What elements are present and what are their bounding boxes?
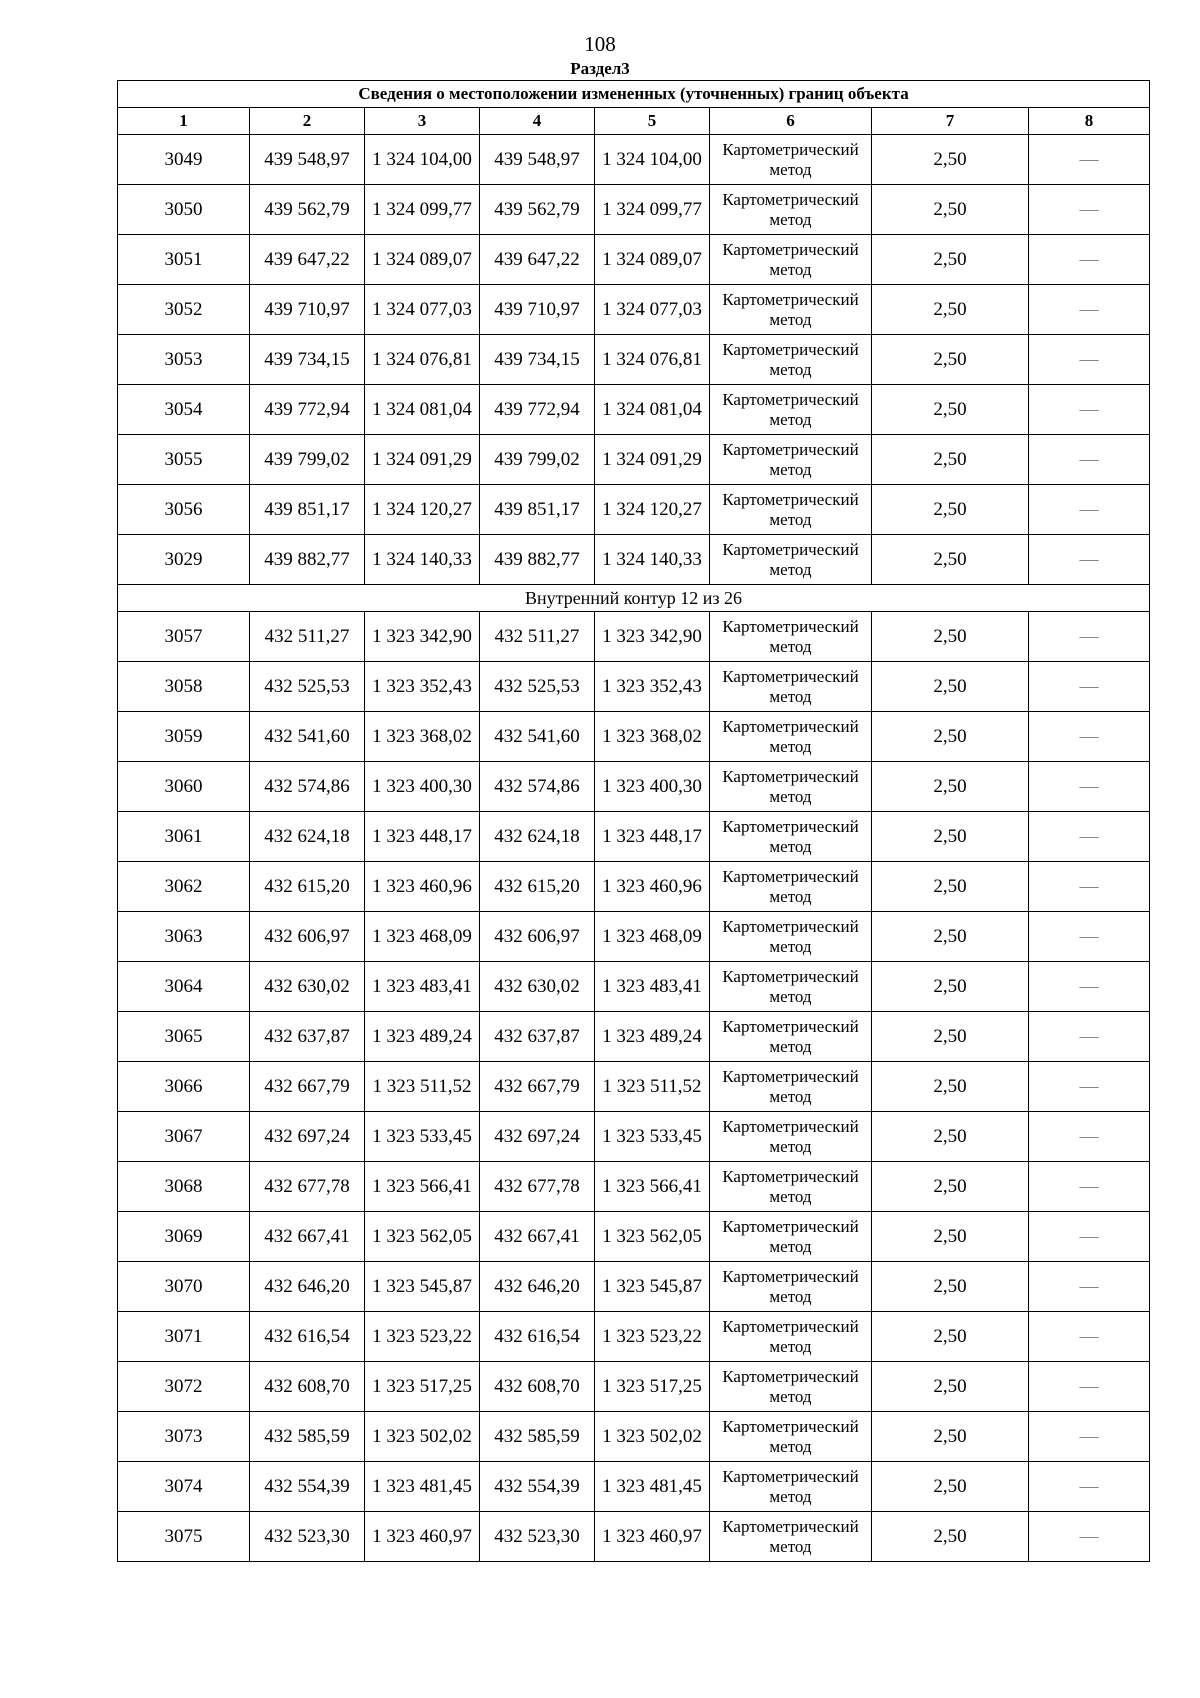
x-new-cell: 432 646,20 <box>480 1262 595 1312</box>
x-old-cell: 432 624,18 <box>250 812 365 862</box>
y-old-cell: 1 324 140,33 <box>365 535 480 585</box>
x-new-cell: 432 637,87 <box>480 1012 595 1062</box>
x-new-cell: 432 608,70 <box>480 1362 595 1412</box>
x-new-cell: 432 616,54 <box>480 1312 595 1362</box>
table-row <box>118 185 1150 235</box>
table-row <box>118 1512 1150 1562</box>
x-old-cell: 432 606,97 <box>250 912 365 962</box>
y-old-cell: 1 323 502,02 <box>365 1412 480 1462</box>
accuracy-cell: 2,50 <box>872 862 1029 912</box>
y-new-cell: 1 324 089,07 <box>595 235 710 285</box>
x-old-cell: 432 616,54 <box>250 1312 365 1362</box>
y-old-cell: 1 323 545,87 <box>365 1262 480 1312</box>
point-number-cell: 3050 <box>118 185 250 235</box>
point-number-cell: 3056 <box>118 485 250 535</box>
description-cell: — <box>1029 185 1150 235</box>
x-new-cell: 432 511,27 <box>480 612 595 662</box>
x-new-cell: 439 882,77 <box>480 535 595 585</box>
y-new-cell: 1 323 566,41 <box>595 1162 710 1212</box>
table-row <box>118 762 1150 812</box>
point-number-cell: 3075 <box>118 1512 250 1562</box>
description-cell: — <box>1029 1512 1150 1562</box>
x-old-cell: 432 697,24 <box>250 1112 365 1162</box>
accuracy-cell: 2,50 <box>872 185 1029 235</box>
method-cell: Картометрический метод <box>710 285 872 335</box>
method-cell: Картометрический метод <box>710 1262 872 1312</box>
contour-label: Внутренний контур 12 из 26 <box>118 585 1150 612</box>
accuracy-cell: 2,50 <box>872 435 1029 485</box>
y-new-cell: 1 324 120,27 <box>595 485 710 535</box>
table-row <box>118 912 1150 962</box>
section-title: Раздел3 <box>570 59 630 78</box>
method-cell: Картометрический метод <box>710 762 872 812</box>
y-new-cell: 1 323 489,24 <box>595 1012 710 1062</box>
description-cell: — <box>1029 335 1150 385</box>
point-number-cell: 3067 <box>118 1112 250 1162</box>
accuracy-cell: 2,50 <box>872 912 1029 962</box>
x-old-cell: 432 541,60 <box>250 712 365 762</box>
description-cell: — <box>1029 862 1150 912</box>
method-cell: Картометрический метод <box>710 1462 872 1512</box>
method-cell: Картометрический метод <box>710 435 872 485</box>
y-new-cell: 1 324 076,81 <box>595 335 710 385</box>
table-row <box>118 1212 1150 1262</box>
column-header: 3 <box>365 108 480 135</box>
method-cell: Картометрический метод <box>710 135 872 185</box>
method-cell: Картометрический метод <box>710 185 872 235</box>
y-old-cell: 1 323 517,25 <box>365 1362 480 1412</box>
x-old-cell: 432 585,59 <box>250 1412 365 1462</box>
point-number-cell: 3072 <box>118 1362 250 1412</box>
method-cell: Картометрический метод <box>710 1062 872 1112</box>
accuracy-cell: 2,50 <box>872 812 1029 862</box>
table-row <box>118 1262 1150 1312</box>
method-cell: Картометрический метод <box>710 862 872 912</box>
x-new-cell: 432 677,78 <box>480 1162 595 1212</box>
table-row <box>118 135 1150 185</box>
accuracy-cell: 2,50 <box>872 1462 1029 1512</box>
x-new-cell: 432 585,59 <box>480 1412 595 1462</box>
point-number-cell: 3066 <box>118 1062 250 1112</box>
y-old-cell: 1 323 460,96 <box>365 862 480 912</box>
column-header: 7 <box>872 108 1029 135</box>
accuracy-cell: 2,50 <box>872 1062 1029 1112</box>
x-old-cell: 432 667,41 <box>250 1212 365 1262</box>
method-cell: Картометрический метод <box>710 1162 872 1212</box>
y-old-cell: 1 323 533,45 <box>365 1112 480 1162</box>
point-number-cell: 3055 <box>118 435 250 485</box>
x-old-cell: 432 615,20 <box>250 862 365 912</box>
y-new-cell: 1 324 104,00 <box>595 135 710 185</box>
accuracy-cell: 2,50 <box>872 1012 1029 1062</box>
method-cell: Картометрический метод <box>710 912 872 962</box>
y-new-cell: 1 323 448,17 <box>595 812 710 862</box>
method-cell: Картометрический метод <box>710 1012 872 1062</box>
description-cell: — <box>1029 285 1150 335</box>
method-cell: Картометрический метод <box>710 535 872 585</box>
x-old-cell: 432 608,70 <box>250 1362 365 1412</box>
y-new-cell: 1 323 460,96 <box>595 862 710 912</box>
x-new-cell: 439 772,94 <box>480 385 595 435</box>
y-old-cell: 1 323 460,97 <box>365 1512 480 1562</box>
y-old-cell: 1 323 566,41 <box>365 1162 480 1212</box>
table-row <box>118 285 1150 335</box>
accuracy-cell: 2,50 <box>872 335 1029 385</box>
y-new-cell: 1 323 481,45 <box>595 1462 710 1512</box>
method-cell: Картометрический метод <box>710 235 872 285</box>
y-new-cell: 1 323 502,02 <box>595 1412 710 1462</box>
description-cell: — <box>1029 1362 1150 1412</box>
accuracy-cell: 2,50 <box>872 1512 1029 1562</box>
table-row <box>118 1062 1150 1112</box>
y-old-cell: 1 323 511,52 <box>365 1062 480 1112</box>
accuracy-cell: 2,50 <box>872 1212 1029 1262</box>
x-new-cell: 432 541,60 <box>480 712 595 762</box>
method-cell: Картометрический метод <box>710 962 872 1012</box>
table-row <box>118 435 1150 485</box>
y-old-cell: 1 323 342,90 <box>365 612 480 662</box>
accuracy-cell: 2,50 <box>872 1112 1029 1162</box>
accuracy-cell: 2,50 <box>872 1162 1029 1212</box>
method-cell: Картометрический метод <box>710 1312 872 1362</box>
y-old-cell: 1 323 368,02 <box>365 712 480 762</box>
accuracy-cell: 2,50 <box>872 662 1029 712</box>
description-cell: — <box>1029 1462 1150 1512</box>
table-row <box>118 485 1150 535</box>
point-number-cell: 3061 <box>118 812 250 862</box>
method-cell: Картометрический метод <box>710 1412 872 1462</box>
column-header: 5 <box>595 108 710 135</box>
point-number-cell: 3058 <box>118 662 250 712</box>
x-old-cell: 432 523,30 <box>250 1512 365 1562</box>
column-header: 8 <box>1029 108 1150 135</box>
accuracy-cell: 2,50 <box>872 612 1029 662</box>
accuracy-cell: 2,50 <box>872 385 1029 435</box>
description-cell: — <box>1029 1062 1150 1112</box>
table-row <box>118 385 1150 435</box>
point-number-cell: 3053 <box>118 335 250 385</box>
table-row <box>118 962 1150 1012</box>
method-cell: Картометрический метод <box>710 612 872 662</box>
y-new-cell: 1 323 460,97 <box>595 1512 710 1562</box>
y-old-cell: 1 324 091,29 <box>365 435 480 485</box>
x-new-cell: 439 562,79 <box>480 185 595 235</box>
method-cell: Картометрический метод <box>710 1362 872 1412</box>
table-row <box>118 1112 1150 1162</box>
x-old-cell: 432 554,39 <box>250 1462 365 1512</box>
accuracy-cell: 2,50 <box>872 535 1029 585</box>
x-new-cell: 432 574,86 <box>480 762 595 812</box>
x-old-cell: 439 799,02 <box>250 435 365 485</box>
description-cell: — <box>1029 662 1150 712</box>
point-number-cell: 3054 <box>118 385 250 435</box>
y-old-cell: 1 324 081,04 <box>365 385 480 435</box>
y-old-cell: 1 324 120,27 <box>365 485 480 535</box>
method-cell: Картометрический метод <box>710 812 872 862</box>
y-new-cell: 1 323 545,87 <box>595 1262 710 1312</box>
x-old-cell: 439 734,15 <box>250 335 365 385</box>
y-old-cell: 1 323 523,22 <box>365 1312 480 1362</box>
column-header: 4 <box>480 108 595 135</box>
y-new-cell: 1 323 533,45 <box>595 1112 710 1162</box>
table-row <box>118 812 1150 862</box>
x-old-cell: 432 646,20 <box>250 1262 365 1312</box>
contour-section <box>118 585 1150 612</box>
x-new-cell: 432 667,79 <box>480 1062 595 1112</box>
y-new-cell: 1 323 483,41 <box>595 962 710 1012</box>
table-body-part1 <box>118 135 1150 585</box>
point-number-cell: 3029 <box>118 535 250 585</box>
table-row <box>118 1312 1150 1362</box>
table-row <box>118 235 1150 285</box>
column-header: 6 <box>710 108 872 135</box>
point-number-cell: 3051 <box>118 235 250 285</box>
y-old-cell: 1 324 076,81 <box>365 335 480 385</box>
accuracy-cell: 2,50 <box>872 712 1029 762</box>
y-new-cell: 1 323 523,22 <box>595 1312 710 1362</box>
description-cell: — <box>1029 612 1150 662</box>
description-cell: — <box>1029 962 1150 1012</box>
y-new-cell: 1 323 468,09 <box>595 912 710 962</box>
table-row <box>118 862 1150 912</box>
y-new-cell: 1 323 368,02 <box>595 712 710 762</box>
y-new-cell: 1 324 140,33 <box>595 535 710 585</box>
description-cell: — <box>1029 1412 1150 1462</box>
description-cell: — <box>1029 235 1150 285</box>
description-cell: — <box>1029 762 1150 812</box>
y-new-cell: 1 323 342,90 <box>595 612 710 662</box>
x-old-cell: 439 548,97 <box>250 135 365 185</box>
method-cell: Картометрический метод <box>710 385 872 435</box>
y-new-cell: 1 323 352,43 <box>595 662 710 712</box>
point-number-cell: 3049 <box>118 135 250 185</box>
method-cell: Картометрический метод <box>710 1112 872 1162</box>
x-new-cell: 432 667,41 <box>480 1212 595 1262</box>
y-new-cell: 1 324 077,03 <box>595 285 710 335</box>
table-row <box>118 1462 1150 1512</box>
point-number-cell: 3068 <box>118 1162 250 1212</box>
table-row <box>118 1362 1150 1412</box>
x-new-cell: 439 799,02 <box>480 435 595 485</box>
x-new-cell: 432 697,24 <box>480 1112 595 1162</box>
contour-row <box>118 585 1150 612</box>
accuracy-cell: 2,50 <box>872 285 1029 335</box>
x-new-cell: 432 615,20 <box>480 862 595 912</box>
x-new-cell: 432 630,02 <box>480 962 595 1012</box>
y-old-cell: 1 324 099,77 <box>365 185 480 235</box>
column-header-row <box>118 108 1150 135</box>
x-new-cell: 439 548,97 <box>480 135 595 185</box>
x-old-cell: 432 525,53 <box>250 662 365 712</box>
x-new-cell: 432 606,97 <box>480 912 595 962</box>
x-new-cell: 439 734,15 <box>480 335 595 385</box>
description-cell: — <box>1029 485 1150 535</box>
y-old-cell: 1 324 077,03 <box>365 285 480 335</box>
method-cell: Картометрический метод <box>710 485 872 535</box>
y-old-cell: 1 323 562,05 <box>365 1212 480 1262</box>
x-new-cell: 432 523,30 <box>480 1512 595 1562</box>
y-old-cell: 1 323 483,41 <box>365 962 480 1012</box>
description-cell: — <box>1029 812 1150 862</box>
description-cell: — <box>1029 535 1150 585</box>
x-old-cell: 432 574,86 <box>250 762 365 812</box>
y-old-cell: 1 323 468,09 <box>365 912 480 962</box>
y-old-cell: 1 324 089,07 <box>365 235 480 285</box>
accuracy-cell: 2,50 <box>872 1262 1029 1312</box>
page-number: 108 <box>584 32 616 56</box>
accuracy-cell: 2,50 <box>872 485 1029 535</box>
description-cell: — <box>1029 1162 1150 1212</box>
y-old-cell: 1 324 104,00 <box>365 135 480 185</box>
point-number-cell: 3064 <box>118 962 250 1012</box>
table-row <box>118 1162 1150 1212</box>
description-cell: — <box>1029 1312 1150 1362</box>
x-old-cell: 439 772,94 <box>250 385 365 435</box>
x-old-cell: 432 637,87 <box>250 1012 365 1062</box>
y-old-cell: 1 323 352,43 <box>365 662 480 712</box>
point-number-cell: 3063 <box>118 912 250 962</box>
y-new-cell: 1 323 562,05 <box>595 1212 710 1262</box>
point-number-cell: 3073 <box>118 1412 250 1462</box>
description-cell: — <box>1029 385 1150 435</box>
table-row <box>118 662 1150 712</box>
table-caption: Сведения о местоположении измененных (уточненных) границ объекта <box>118 81 1150 108</box>
point-number-cell: 3070 <box>118 1262 250 1312</box>
x-old-cell: 439 882,77 <box>250 535 365 585</box>
accuracy-cell: 2,50 <box>872 235 1029 285</box>
x-new-cell: 439 710,97 <box>480 285 595 335</box>
description-cell: — <box>1029 712 1150 762</box>
column-header: 2 <box>250 108 365 135</box>
x-old-cell: 439 647,22 <box>250 235 365 285</box>
point-number-cell: 3057 <box>118 612 250 662</box>
x-old-cell: 432 667,79 <box>250 1062 365 1112</box>
y-old-cell: 1 323 481,45 <box>365 1462 480 1512</box>
description-cell: — <box>1029 912 1150 962</box>
x-old-cell: 432 677,78 <box>250 1162 365 1212</box>
accuracy-cell: 2,50 <box>872 762 1029 812</box>
method-cell: Картометрический метод <box>710 335 872 385</box>
accuracy-cell: 2,50 <box>872 1362 1029 1412</box>
description-cell: — <box>1029 435 1150 485</box>
table-row <box>118 1412 1150 1462</box>
description-cell: — <box>1029 1212 1150 1262</box>
point-number-cell: 3060 <box>118 762 250 812</box>
method-cell: Картометрический метод <box>710 1212 872 1262</box>
x-old-cell: 432 630,02 <box>250 962 365 1012</box>
description-cell: — <box>1029 1262 1150 1312</box>
x-old-cell: 439 710,97 <box>250 285 365 335</box>
table-row <box>118 612 1150 662</box>
description-cell: — <box>1029 135 1150 185</box>
description-cell: — <box>1029 1012 1150 1062</box>
point-number-cell: 3074 <box>118 1462 250 1512</box>
table-row <box>118 1012 1150 1062</box>
point-number-cell: 3052 <box>118 285 250 335</box>
point-number-cell: 3065 <box>118 1012 250 1062</box>
table-row <box>118 535 1150 585</box>
accuracy-cell: 2,50 <box>872 1312 1029 1362</box>
y-old-cell: 1 323 489,24 <box>365 1012 480 1062</box>
y-new-cell: 1 324 091,29 <box>595 435 710 485</box>
accuracy-cell: 2,50 <box>872 135 1029 185</box>
method-cell: Картометрический метод <box>710 662 872 712</box>
accuracy-cell: 2,50 <box>872 1412 1029 1462</box>
y-new-cell: 1 324 099,77 <box>595 185 710 235</box>
method-cell: Картометрический метод <box>710 712 872 762</box>
y-old-cell: 1 323 448,17 <box>365 812 480 862</box>
y-old-cell: 1 323 400,30 <box>365 762 480 812</box>
coordinates-table <box>117 80 1150 1562</box>
accuracy-cell: 2,50 <box>872 962 1029 1012</box>
x-new-cell: 432 525,53 <box>480 662 595 712</box>
table-row <box>118 335 1150 385</box>
point-number-cell: 3069 <box>118 1212 250 1262</box>
method-cell: Картометрический метод <box>710 1512 872 1562</box>
table-body-part2 <box>118 612 1150 1562</box>
column-header: 1 <box>118 108 250 135</box>
point-number-cell: 3062 <box>118 862 250 912</box>
point-number-cell: 3071 <box>118 1312 250 1362</box>
x-new-cell: 432 554,39 <box>480 1462 595 1512</box>
description-cell: — <box>1029 1112 1150 1162</box>
y-new-cell: 1 323 511,52 <box>595 1062 710 1112</box>
x-old-cell: 432 511,27 <box>250 612 365 662</box>
x-old-cell: 439 562,79 <box>250 185 365 235</box>
table-row <box>118 712 1150 762</box>
x-new-cell: 439 851,17 <box>480 485 595 535</box>
y-new-cell: 1 323 517,25 <box>595 1362 710 1412</box>
x-new-cell: 432 624,18 <box>480 812 595 862</box>
x-old-cell: 439 851,17 <box>250 485 365 535</box>
y-new-cell: 1 324 081,04 <box>595 385 710 435</box>
y-new-cell: 1 323 400,30 <box>595 762 710 812</box>
point-number-cell: 3059 <box>118 712 250 762</box>
x-new-cell: 439 647,22 <box>480 235 595 285</box>
